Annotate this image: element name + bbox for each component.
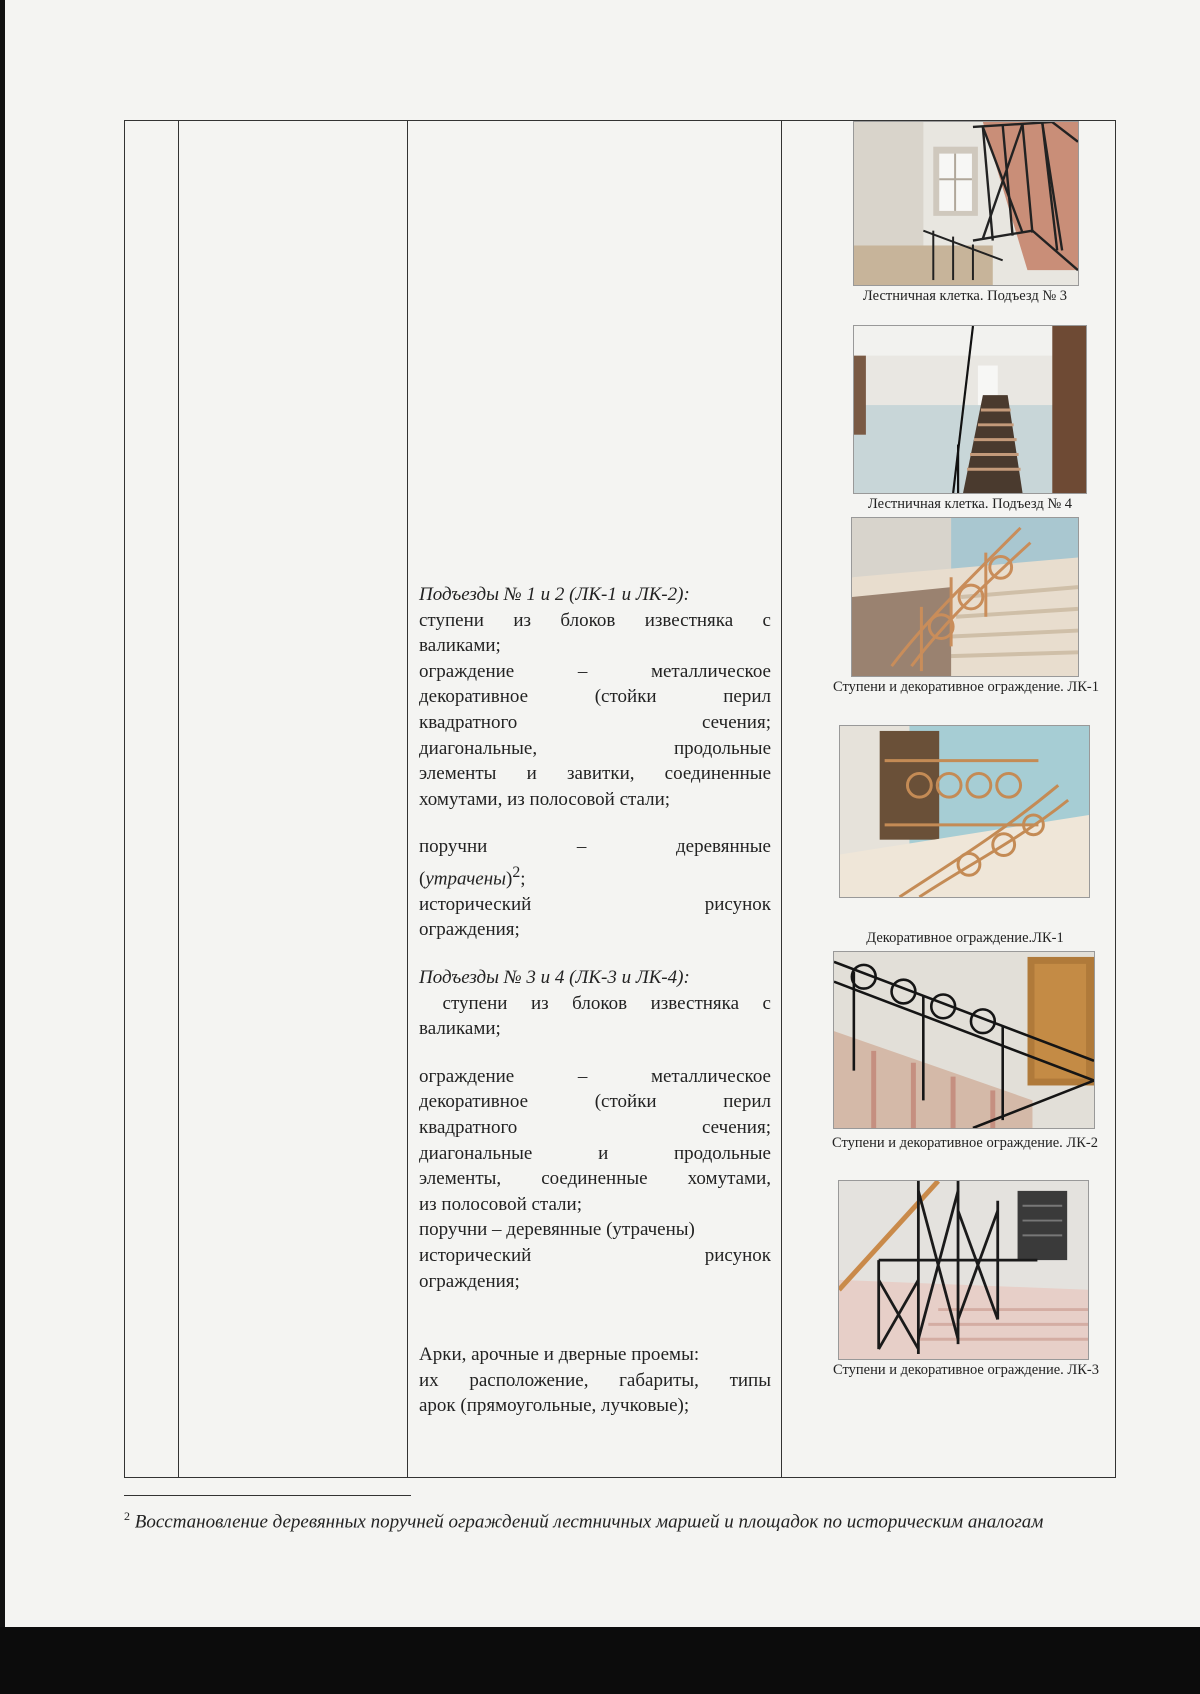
text-line: элементы и завитки, соединенные: [419, 763, 771, 785]
text-line: ограждения;: [419, 919, 520, 941]
stairwell-photo: [853, 325, 1087, 494]
section-heading: Подъезды № 1 и 2 (ЛК-1 и ЛК-2):: [419, 584, 690, 605]
text-line: исторический рисунок: [419, 1244, 771, 1266]
text-line: хомутами, из полосовой стали;: [419, 788, 671, 810]
text-line: арок (прямоугольные, лучковые);: [419, 1395, 690, 1417]
text-line: их расположение, габариты, типы: [419, 1369, 771, 1391]
text-line: Арки, арочные и дверные проемы:: [419, 1344, 700, 1366]
footnote-text: Восстановление деревянных поручней ограждений лестничных маршей и площадок по историческим аналогам: [134, 1511, 1044, 1533]
text-line: квадратного сечения;: [419, 711, 771, 733]
photo-caption: Лестничная клетка. Подъезд № 4: [867, 496, 1073, 512]
text-line: исторический рисунок: [419, 893, 771, 915]
table-column-divider: [178, 121, 179, 1477]
photo-caption: Лестничная клетка. Подъезд № 3: [862, 288, 1068, 304]
stairwell-photo: [839, 725, 1090, 898]
text-line: из полосовой стали;: [419, 1193, 582, 1215]
text-line: поручни – деревянные (утрачены): [419, 1219, 695, 1241]
text-line: диагональные, продольные: [419, 737, 771, 759]
text-line: элементы, соединенные хомутами,: [419, 1168, 771, 1190]
text-line: ограждение – металлическое: [419, 1065, 771, 1087]
text-line: диагональные и продольные: [419, 1142, 771, 1164]
text-line: квадратного сечения;: [419, 1117, 771, 1139]
footnote-mark: 2: [124, 1509, 130, 1523]
stairwell-photo: [838, 1180, 1089, 1360]
stairwell-photo: [833, 951, 1095, 1129]
text-line: валиками;: [419, 635, 501, 657]
text-line: (утрачены)$^2$;: [419, 863, 526, 890]
text-line: декоративное (стойки перил: [419, 1091, 771, 1113]
table-column-divider: [781, 121, 782, 1477]
text-line: поручни – деревянные: [419, 836, 771, 858]
footnote-ref: 2: [512, 863, 521, 881]
text-line: ограждение – металлическое: [419, 660, 771, 682]
text-line: ступени из блоков известняка с: [419, 992, 771, 1014]
text-line: ограждения;: [419, 1270, 520, 1292]
section-heading: Подъезды № 3 и 4 (ЛК-3 и ЛК-4):: [419, 967, 690, 989]
scan-bottom-edge: [0, 1627, 1200, 1694]
stairwell-photo: [853, 121, 1079, 286]
photo-caption: Декоративное ограждение.ЛК-1: [866, 930, 1064, 946]
footnote: [124, 1503, 1144, 1535]
photo-caption: Ступени и декоративное ограждение. ЛК-1: [833, 679, 1099, 695]
text-line: декоративное (стойки перил: [419, 686, 771, 708]
text-line: валиками;: [419, 1018, 501, 1040]
lost-note: утрачены: [425, 868, 507, 890]
photo-caption: Ступени и декоративное ограждение. ЛК-3: [833, 1362, 1099, 1378]
staircase-description: [419, 582, 771, 1419]
table-column-divider: [407, 121, 408, 1477]
photo-caption: Ступени и декоративное ограждение. ЛК-2: [832, 1135, 1098, 1151]
text-line: ступени из блоков известняка с: [419, 609, 771, 631]
stairwell-photo: [851, 517, 1079, 677]
footnote-divider: [124, 1495, 411, 1496]
